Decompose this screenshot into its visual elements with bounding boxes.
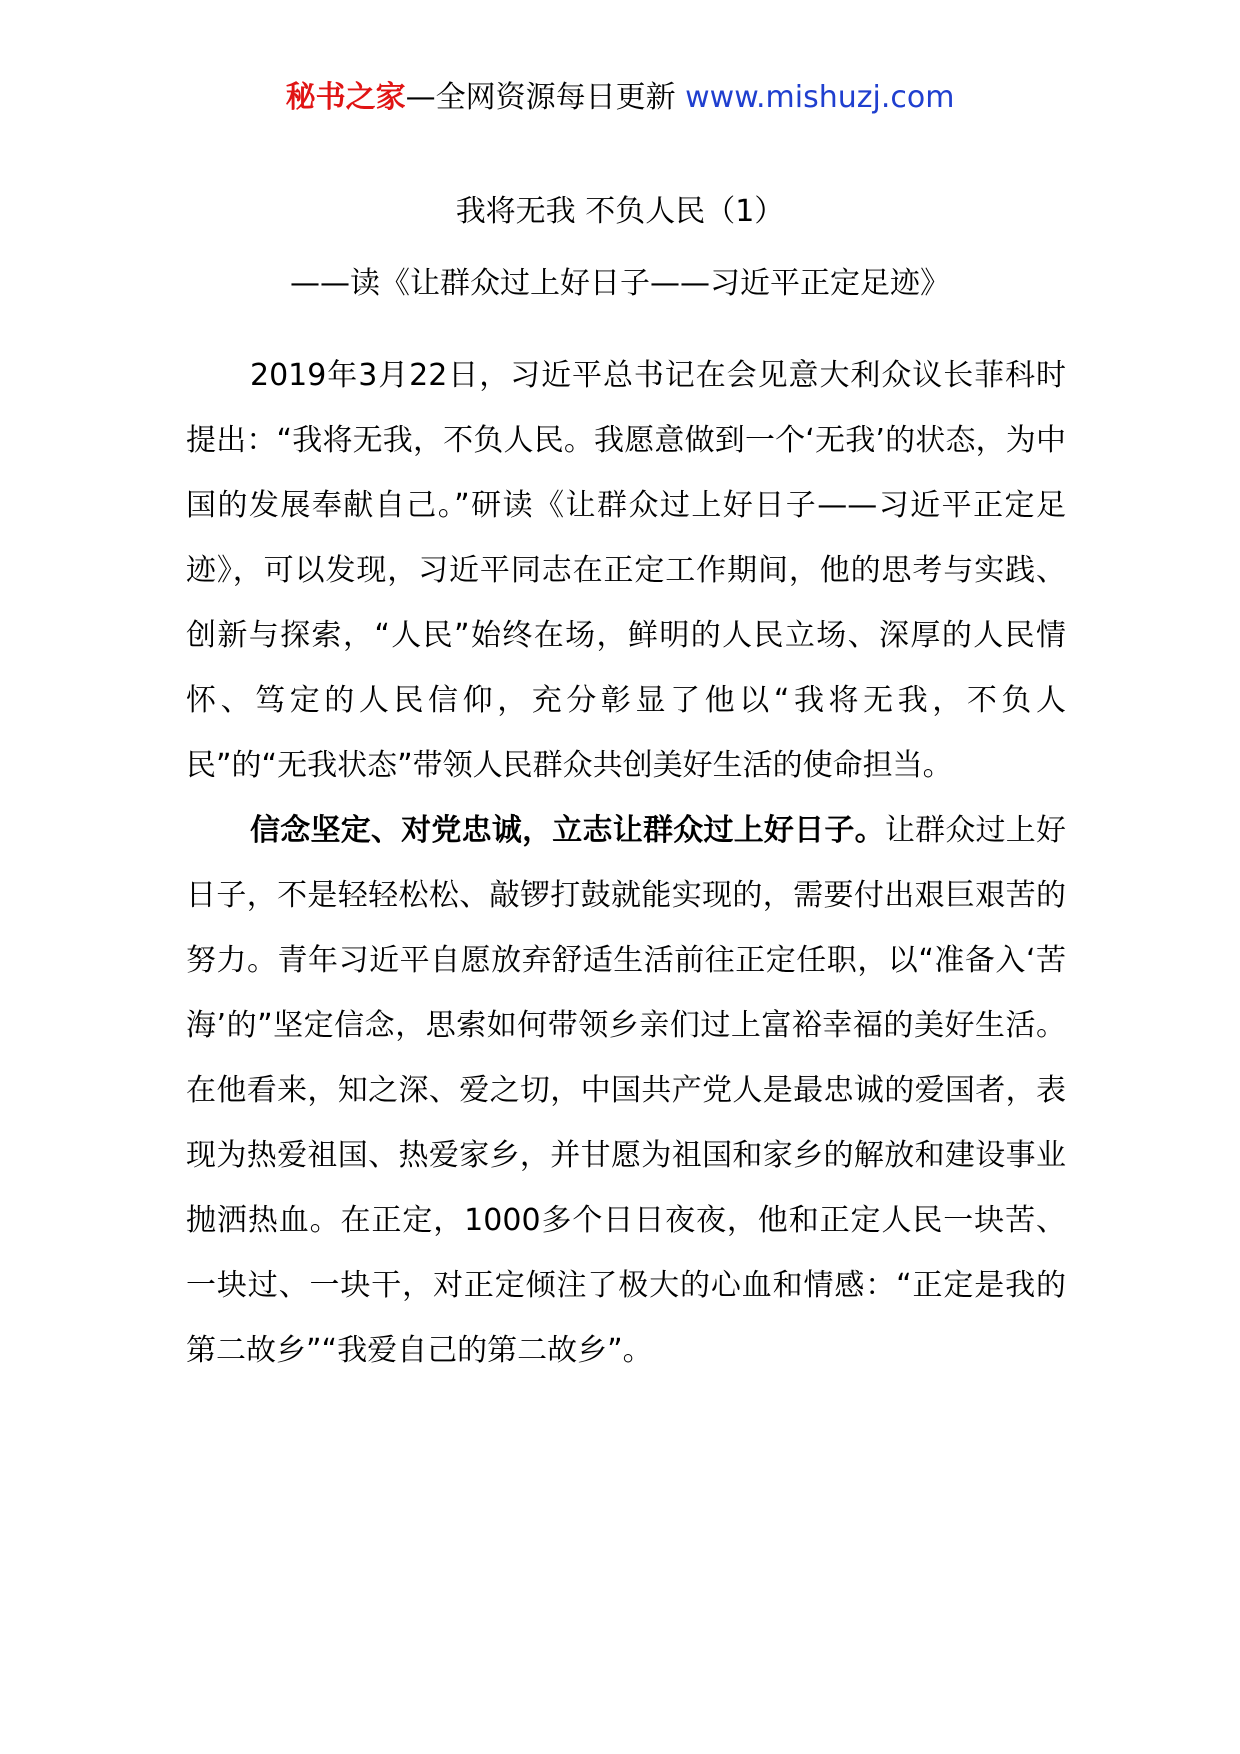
site-url-link[interactable]: www.mishuzj.com (685, 80, 955, 115)
document-body (186, 343, 1066, 1383)
site-brand: 秘书之家 (285, 80, 406, 115)
site-tagline: —全网资源每日更新 (405, 80, 676, 115)
paragraph-text: 2019年3月22日，习近平总书记在会见意大利众议长菲科时提出：“我将无我，不负人民。我愿意做到一个‘无我’的状态，为中国的发展奉献自己。”研读《让群众过上好日子——习近平正定足迹》，可以发现，习近平同志在正定工作期间，他的思考与实践、创新与探索，“人民”始终在场，鲜明的人民立场、深厚的人民情怀、笃定的人民信仰，充分彰显了他以“我将无我，不负人民”的“无我状态”带领人民群众共创美好生活的使命担当。 (186, 358, 1066, 783)
paragraph-1 (186, 343, 1066, 798)
paragraph-lead: 信念坚定、对党忠诚，立志让群众过上好日子。 (250, 813, 885, 848)
paragraph-2 (186, 798, 1066, 1383)
paragraph-text: 让群众过上好日子，不是轻轻松松、敲锣打鼓就能实现的，需要付出艰巨艰苦的努力。青年习近平自愿放弃舒适生活前往正定任职，以“准备入‘苦海’的”坚定信念，思索如何带领乡亲们过上富裕幸福的美好生活。在他看来，知之深、爱之切，中国共产党人是最忠诚的爱国者，表现为热爱祖国、热爱家乡，并甘愿为祖国和家乡的解放和建设事业抛洒热血。在正定，1000多个日日夜夜，他和正定人民一块苦、一块过、一块干，对正定倾注了极大的心血和情感：“正定是我的第二故乡”“我爱自己的第二故乡”。 (186, 813, 1067, 1368)
document-title: 我将无我 不负人民（1） (455, 194, 785, 229)
site-header (0, 76, 1240, 120)
document-subtitle: ——读《让群众过上好日子——习近平正定足迹》 (290, 266, 950, 301)
